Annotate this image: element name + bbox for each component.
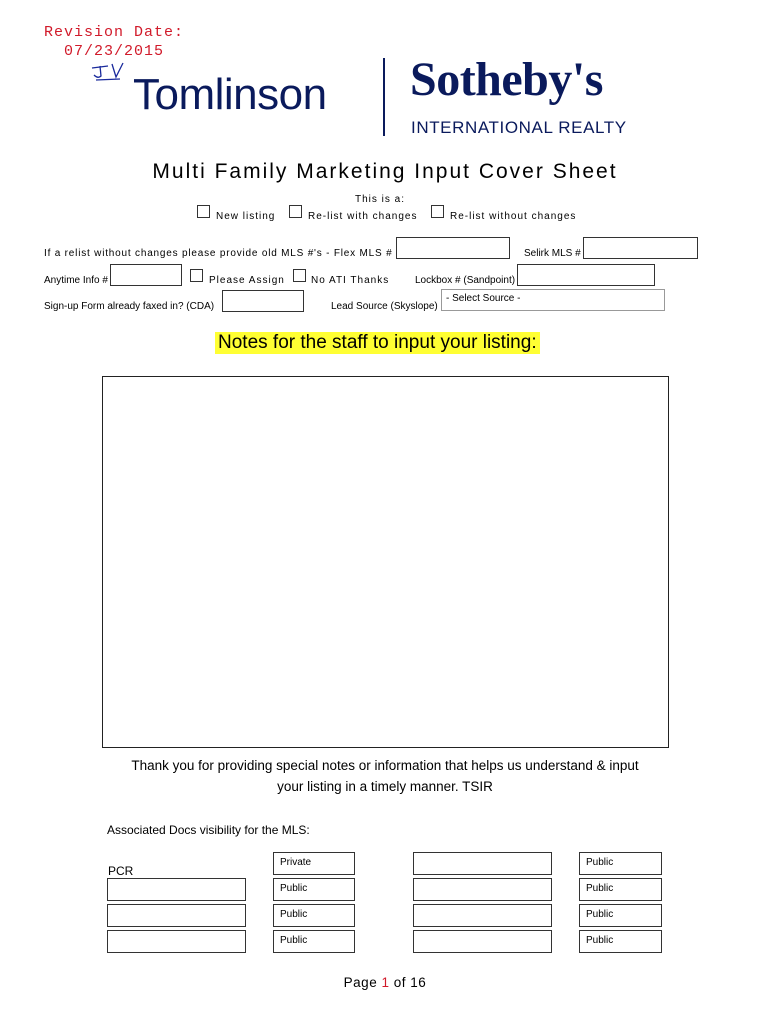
brand-tomlinson: Tomlinson — [133, 70, 327, 119]
no-ati-label: No ATI Thanks — [311, 275, 390, 286]
doc-name-field-left-2[interactable] — [107, 878, 246, 901]
brand-divider — [383, 58, 385, 136]
selkirk-mls-label: Selirk MLS # — [524, 248, 581, 259]
no-ati-checkbox[interactable] — [293, 269, 306, 282]
initials-mark — [90, 60, 130, 87]
relist-with-changes-label: Re-list with changes — [308, 211, 418, 222]
revision-label: Revision Date: — [44, 24, 185, 41]
selkirk-mls-field[interactable] — [583, 237, 698, 259]
doc-name-field-right-4[interactable] — [413, 930, 552, 953]
doc-name-field-right-1[interactable] — [413, 852, 552, 875]
lead-source-label: Lead Source (Skyslope) — [331, 301, 438, 312]
relist-prompt: If a relist without changes please provide old MLS #'s - Flex MLS # — [44, 248, 393, 259]
relist-without-changes-label: Re-list without changes — [450, 211, 577, 222]
signup-form-label: Sign-up Form already faxed in? (CDA) — [44, 301, 215, 312]
thanks-line-2: your listing in a timely manner. TSIR — [277, 779, 493, 794]
lockbox-field[interactable] — [517, 264, 655, 286]
form-title: Multi Family Marketing Input Cover Sheet — [152, 160, 618, 183]
doc-name-field-right-3[interactable] — [413, 904, 552, 927]
doc-visibility-left-4[interactable]: Public — [273, 930, 355, 953]
lead-source-select[interactable]: - Select Source - — [441, 289, 665, 311]
doc-name-field-right-2[interactable] — [413, 878, 552, 901]
thanks-message — [90, 755, 680, 797]
page-of: of — [393, 975, 407, 990]
doc-visibility-left-3[interactable]: Public — [273, 904, 355, 927]
this-is-a-label: This is a: — [355, 194, 406, 205]
doc-name-field-left-3[interactable] — [107, 904, 246, 927]
doc-visibility-right-4[interactable]: Public — [579, 930, 662, 953]
page-total: 16 — [410, 975, 427, 990]
pcr-label: PCR — [108, 864, 134, 878]
anytime-info-label: Anytime Info # — [44, 275, 108, 286]
notes-textarea[interactable] — [102, 376, 669, 748]
brand-international-realty: INTERNATIONAL REALTY — [411, 118, 627, 137]
doc-visibility-left-1[interactable]: Private — [273, 852, 355, 875]
anytime-info-field[interactable] — [110, 264, 182, 286]
new-listing-checkbox[interactable] — [197, 205, 210, 218]
doc-visibility-right-1[interactable]: Public — [579, 852, 662, 875]
notes-heading: Notes for the staff to input your listing: — [215, 332, 540, 354]
please-assign-checkbox[interactable] — [190, 269, 203, 282]
please-assign-label: Please Assign — [209, 275, 285, 286]
thanks-line-1: Thank you for providing special notes or information that helps us understand & input — [131, 758, 639, 773]
lockbox-label: Lockbox # (Sandpoint) — [415, 275, 516, 286]
doc-visibility-right-3[interactable]: Public — [579, 904, 662, 927]
docs-heading: Associated Docs visibility for the MLS: — [107, 823, 310, 837]
flex-mls-field[interactable] — [396, 237, 510, 259]
brand-sothebys: Sotheby's — [410, 53, 603, 106]
relist-with-changes-checkbox[interactable] — [289, 205, 302, 218]
doc-visibility-right-2[interactable]: Public — [579, 878, 662, 901]
doc-name-field-left-4[interactable] — [107, 930, 246, 953]
page-current: 1 — [381, 975, 390, 990]
page-number — [0, 975, 770, 990]
new-listing-label: New listing — [216, 211, 276, 222]
doc-visibility-left-2[interactable]: Public — [273, 878, 355, 901]
signup-form-field[interactable] — [222, 290, 304, 312]
page-prefix: Page — [343, 975, 378, 990]
initials-signature — [90, 60, 130, 82]
revision-date: 07/23/2015 — [64, 43, 165, 60]
relist-without-changes-checkbox[interactable] — [431, 205, 444, 218]
